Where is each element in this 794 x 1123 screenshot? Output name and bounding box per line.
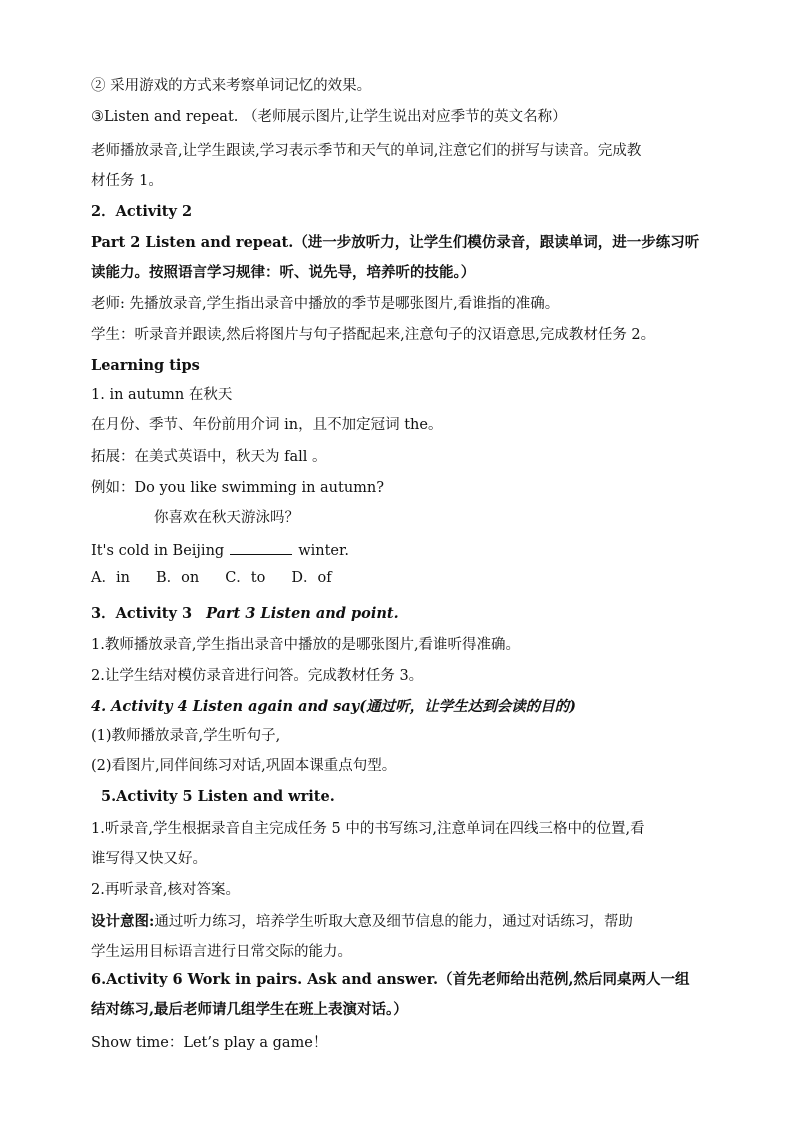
- heading-activity-5: 5.Activity 5 Listen and write.: [101, 788, 335, 805]
- line-listen-repeat: ③Listen and repeat. （老师展示图片,让学生说出对应季节的英文名称）: [91, 109, 567, 125]
- exercise-text-a: It's cold in Beijing: [91, 543, 225, 559]
- line-teacher: 老师: 先播放录音,学生指出录音中播放的季节是哪张图片,看谁指的准确。: [91, 296, 560, 312]
- line-example-cn: 你喜欢在秋天游泳吗？: [154, 510, 299, 526]
- option-a: A．in: [91, 570, 130, 586]
- line-design-intent: [91, 912, 633, 932]
- line-task1: 材任务 1。: [91, 173, 163, 189]
- heading-learning-tips: Learning tips: [91, 357, 200, 374]
- heading-activity-2: 2．Activity 2: [91, 203, 193, 220]
- line-show-time: Show time：Let’s play a game！: [91, 1035, 328, 1051]
- option-c: C．to: [225, 570, 266, 586]
- heading-activity-3: [91, 604, 399, 624]
- option-d: D．of: [291, 570, 332, 586]
- line-example: 例如：Do you like swimming in autumn?: [91, 480, 385, 496]
- line-act6-cont: 结对练习,最后老师请几组学生在班上表演对话。）: [91, 1001, 408, 1018]
- line-act4-2: (2)看图片,同伴间练习对话,巩固本课重点句型。: [91, 758, 397, 774]
- line-act5-1-cont: 谁写得又快又好。: [91, 851, 207, 867]
- design-intent-label: 设计意图:: [91, 913, 155, 930]
- line-act3-2: 2.让学生结对模仿录音进行问答。完成教材任务 3。: [91, 668, 424, 684]
- line-tip-rule: 在月份、季节、年份前用介词 in，且不加定冠词 the。: [91, 417, 443, 433]
- option-b: B．on: [155, 570, 200, 586]
- line-part2: [91, 233, 699, 253]
- heading-activity-6: 6.Activity 6 Work in pairs. Ask and answer.（首先老师给出范例,然后同桌两人一组: [91, 971, 690, 988]
- heading-activity-4: 4. Activity 4 Listen again and say(通过听，让学生达到会读的目的): [91, 698, 576, 715]
- line-act3-1: 1.教师播放录音,学生指出录音中播放的是哪张图片,看谁听得准确。: [91, 637, 521, 653]
- exercise-text-b: winter.: [298, 543, 349, 559]
- line-tip-1: 1. in autumn 在秋天: [91, 387, 233, 403]
- line-design-intent-cont: 学生运用目标语言进行日常交际的能力。: [91, 944, 352, 960]
- line-teacher-play: 老师播放录音,让学生跟读,学习表示季节和天气的单词,注意它们的拼写与读音。完成教: [91, 143, 642, 159]
- line-act5-1: 1.听录音,学生根据录音自主完成任务 5 中的书写练习,注意单词在四线三格中的位置,看: [91, 821, 645, 837]
- line-game-review: ② 采用游戏的方式来考察单词记忆的效果。: [91, 78, 372, 94]
- activity3-part: Part 3 Listen and point.: [206, 605, 399, 622]
- line-part2-cont: 读能力。按照语言学习规律：听、说先导，培养听的技能。）: [91, 264, 476, 281]
- part2-title: Part 2 Listen and repeat.: [91, 234, 294, 251]
- line-act4-1: (1)教师播放录音,学生听句子,: [91, 728, 281, 744]
- line-exercise: [91, 540, 349, 561]
- part2-note: （进一步放听力，让学生们模仿录音，跟读单词，进一步练习听: [293, 234, 700, 251]
- activity3-label: 3．Activity 3: [91, 605, 193, 622]
- line-options: [91, 568, 358, 588]
- design-intent-text: 通过听力练习，培养学生听取大意及细节信息的能力，通过对话练习，帮助: [154, 914, 633, 930]
- line-tip-ext: 拓展：在美式英语中，秋天为 fall 。: [91, 449, 327, 465]
- blank-line: [230, 540, 292, 555]
- line-act5-2: 2.再听录音,核对答案。: [91, 882, 240, 898]
- line-student: 学生：听录音并跟读,然后将图片与句子搭配起来,注意句子的汉语意思,完成教材任务 2。: [91, 327, 656, 343]
